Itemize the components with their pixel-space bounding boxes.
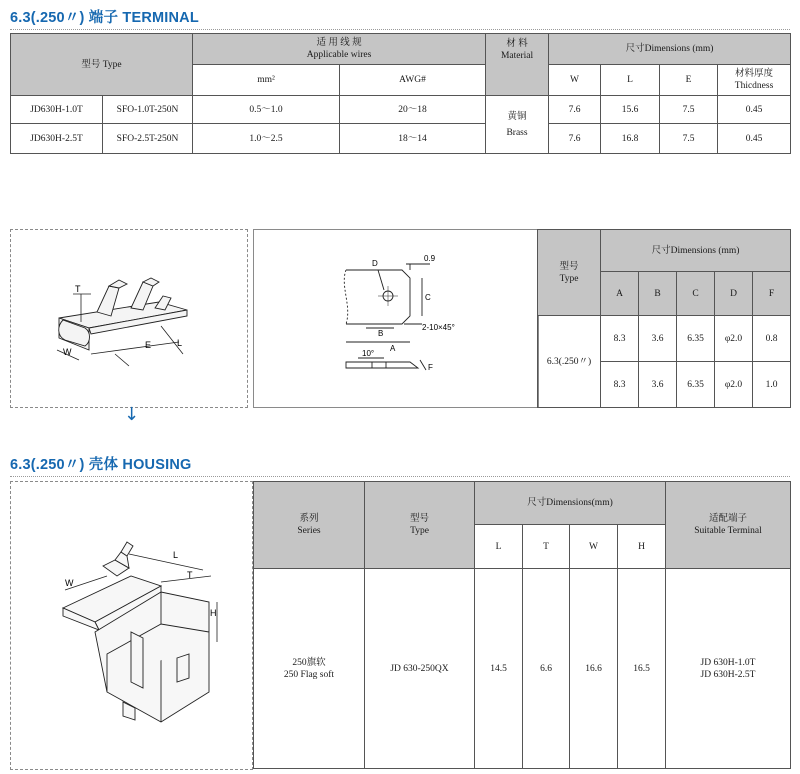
row1-l: 15.6 — [601, 96, 660, 124]
table-row — [538, 316, 791, 362]
terminal-spec-table — [10, 33, 791, 154]
housing-col-l: L — [475, 525, 523, 569]
material-en: Brass — [506, 127, 528, 138]
wires-header-en: Applicable wires — [306, 50, 372, 60]
terminal-heading: 6.3(.250〃) 端子 TERMINAL — [10, 10, 199, 26]
applicable-wires-header — [193, 34, 486, 65]
housing-label-w: W — [65, 578, 74, 588]
tab-col-d: D — [715, 272, 753, 316]
tab-label-chamfer: 2-10×45° — [422, 323, 455, 332]
material-header-en: Material — [500, 51, 534, 61]
tab-r1-a: 8.3 — [601, 316, 639, 362]
tab-r2-d: φ2.0 — [715, 362, 753, 408]
series-header-en: Series — [297, 526, 321, 536]
terminal-illustration — [11, 230, 247, 407]
tab-type-cn: 型号 — [559, 261, 579, 272]
row2-l: 16.8 — [601, 124, 660, 154]
series-cn: 250旗软 — [292, 657, 326, 668]
housing-type-value: JD 630-250QX — [365, 569, 475, 769]
tab-size: 6.3(.250〃) — [538, 316, 601, 408]
suitable-en: Suitable Terminal — [694, 526, 762, 536]
tab-dimension-drawing — [254, 230, 538, 407]
housing-heading: 6.3(.250〃) 壳体 HOUSING — [10, 457, 192, 473]
tab-label-f: F — [428, 363, 433, 372]
row2-type: JD630H-2.5T — [11, 124, 103, 154]
housing-t-value: 6.6 — [523, 569, 570, 769]
l-header: L — [601, 65, 660, 96]
terminal-heading-rule — [10, 29, 790, 30]
tab-r2-f: 1.0 — [753, 362, 791, 408]
housing-type-cn: 型号 — [409, 514, 429, 524]
wires-header-cn: 适 用 线 规 — [316, 38, 362, 48]
housing-h-value: 16.5 — [618, 569, 666, 769]
housing-label-h: H — [210, 608, 217, 618]
series-en: 250 Flag soft — [283, 669, 335, 680]
suitable-terminal-2: JD 630H-2.5T — [700, 669, 756, 680]
awg-header: AWG# — [340, 65, 486, 96]
table-row — [254, 569, 791, 769]
tab-label-d: D — [372, 259, 378, 268]
row2-thickness: 0.45 — [718, 124, 791, 154]
tab-r1-f: 0.8 — [753, 316, 791, 362]
material-value — [486, 96, 549, 154]
terminal-drawing-panel — [10, 229, 248, 408]
housing-col-w: W — [570, 525, 618, 569]
tab-dims-header: 尺寸Dimensions (mm) — [601, 230, 791, 272]
housing-spec-table — [253, 481, 791, 769]
tab-type-header — [538, 230, 601, 316]
housing-col-t: T — [523, 525, 570, 569]
housing-drawing-panel — [10, 481, 253, 770]
dimensions-header: 尺寸Dimensions (mm) — [549, 34, 791, 65]
housing-label-t: T — [187, 570, 193, 580]
housing-heading-rule — [10, 476, 790, 477]
housing-w-value: 16.6 — [570, 569, 618, 769]
housing-l-value: 14.5 — [475, 569, 523, 769]
table-row — [11, 96, 791, 124]
tab-r2-b: 3.6 — [639, 362, 677, 408]
tab-col-a: A — [601, 272, 639, 316]
tab-col-f: F — [753, 272, 791, 316]
suitable-terminal-1: JD 630H-1.0T — [700, 657, 756, 668]
row2-w: 7.6 — [549, 124, 601, 154]
w-header: W — [549, 65, 601, 96]
tab-col-b: B — [639, 272, 677, 316]
series-header-cn: 系列 — [299, 514, 319, 524]
row2-e: 7.5 — [660, 124, 718, 154]
series-value — [254, 569, 365, 769]
row2-mm2: 1.0～2.5 — [193, 124, 340, 154]
thickness-header-en: Thicdness — [734, 81, 774, 91]
suitable-terminal-value — [666, 569, 791, 769]
row2-code: SFO-2.5T-250N — [103, 124, 193, 154]
housing-type-en: Type — [410, 526, 429, 536]
tab-label-angle: 10° — [362, 349, 375, 358]
tab-r1-b: 3.6 — [639, 316, 677, 362]
row1-e: 7.5 — [660, 96, 718, 124]
down-arrow-icon: ↓ — [124, 404, 140, 425]
row1-mm2: 0.5～1.0 — [193, 96, 340, 124]
housing-label-l: L — [173, 550, 179, 560]
terminal-label-l: L — [177, 338, 183, 348]
tab-col-c: C — [677, 272, 715, 316]
row1-thickness: 0.45 — [718, 96, 791, 124]
tab-label-0-9: 0.9 — [424, 254, 436, 263]
tab-drawing-panel — [253, 229, 539, 408]
suitable-terminal-header — [666, 482, 791, 569]
row2-awg: 18～14 — [340, 124, 486, 154]
tab-type-en: Type — [559, 273, 579, 284]
housing-illustration — [11, 482, 252, 769]
e-header: E — [660, 65, 718, 96]
thickness-header-cn: 材料厚度 — [735, 69, 774, 79]
tab-label-c: C — [425, 293, 431, 302]
terminal-label-t: T — [75, 284, 81, 294]
row1-w: 7.6 — [549, 96, 601, 124]
terminal-label-e: E — [145, 340, 152, 350]
mm2-header: mm² — [193, 65, 340, 96]
tab-label-b: B — [378, 329, 384, 338]
row1-type: JD630H-1.0T — [11, 96, 103, 124]
type-header: 型号 Type — [11, 34, 193, 96]
series-header — [254, 482, 365, 569]
material-cn: 黄铜 — [507, 111, 527, 122]
tab-r2-a: 8.3 — [601, 362, 639, 408]
row1-code: SFO-1.0T-250N — [103, 96, 193, 124]
material-header-cn: 材 料 — [506, 39, 528, 49]
table-row — [11, 124, 791, 154]
row1-awg: 20～18 — [340, 96, 486, 124]
tab-r1-c: 6.35 — [677, 316, 715, 362]
tab-label-a: A — [390, 344, 396, 353]
suitable-cn: 适配端子 — [708, 514, 747, 524]
housing-type-header — [365, 482, 475, 569]
thickness-header — [718, 65, 791, 96]
housing-col-h: H — [618, 525, 666, 569]
tab-r2-c: 6.35 — [677, 362, 715, 408]
tab-dimension-table — [537, 229, 791, 408]
housing-dims-header: 尺寸Dimensions(mm) — [475, 482, 666, 525]
tab-r1-d: φ2.0 — [715, 316, 753, 362]
material-header — [486, 34, 549, 96]
terminal-label-w: W — [63, 347, 72, 357]
